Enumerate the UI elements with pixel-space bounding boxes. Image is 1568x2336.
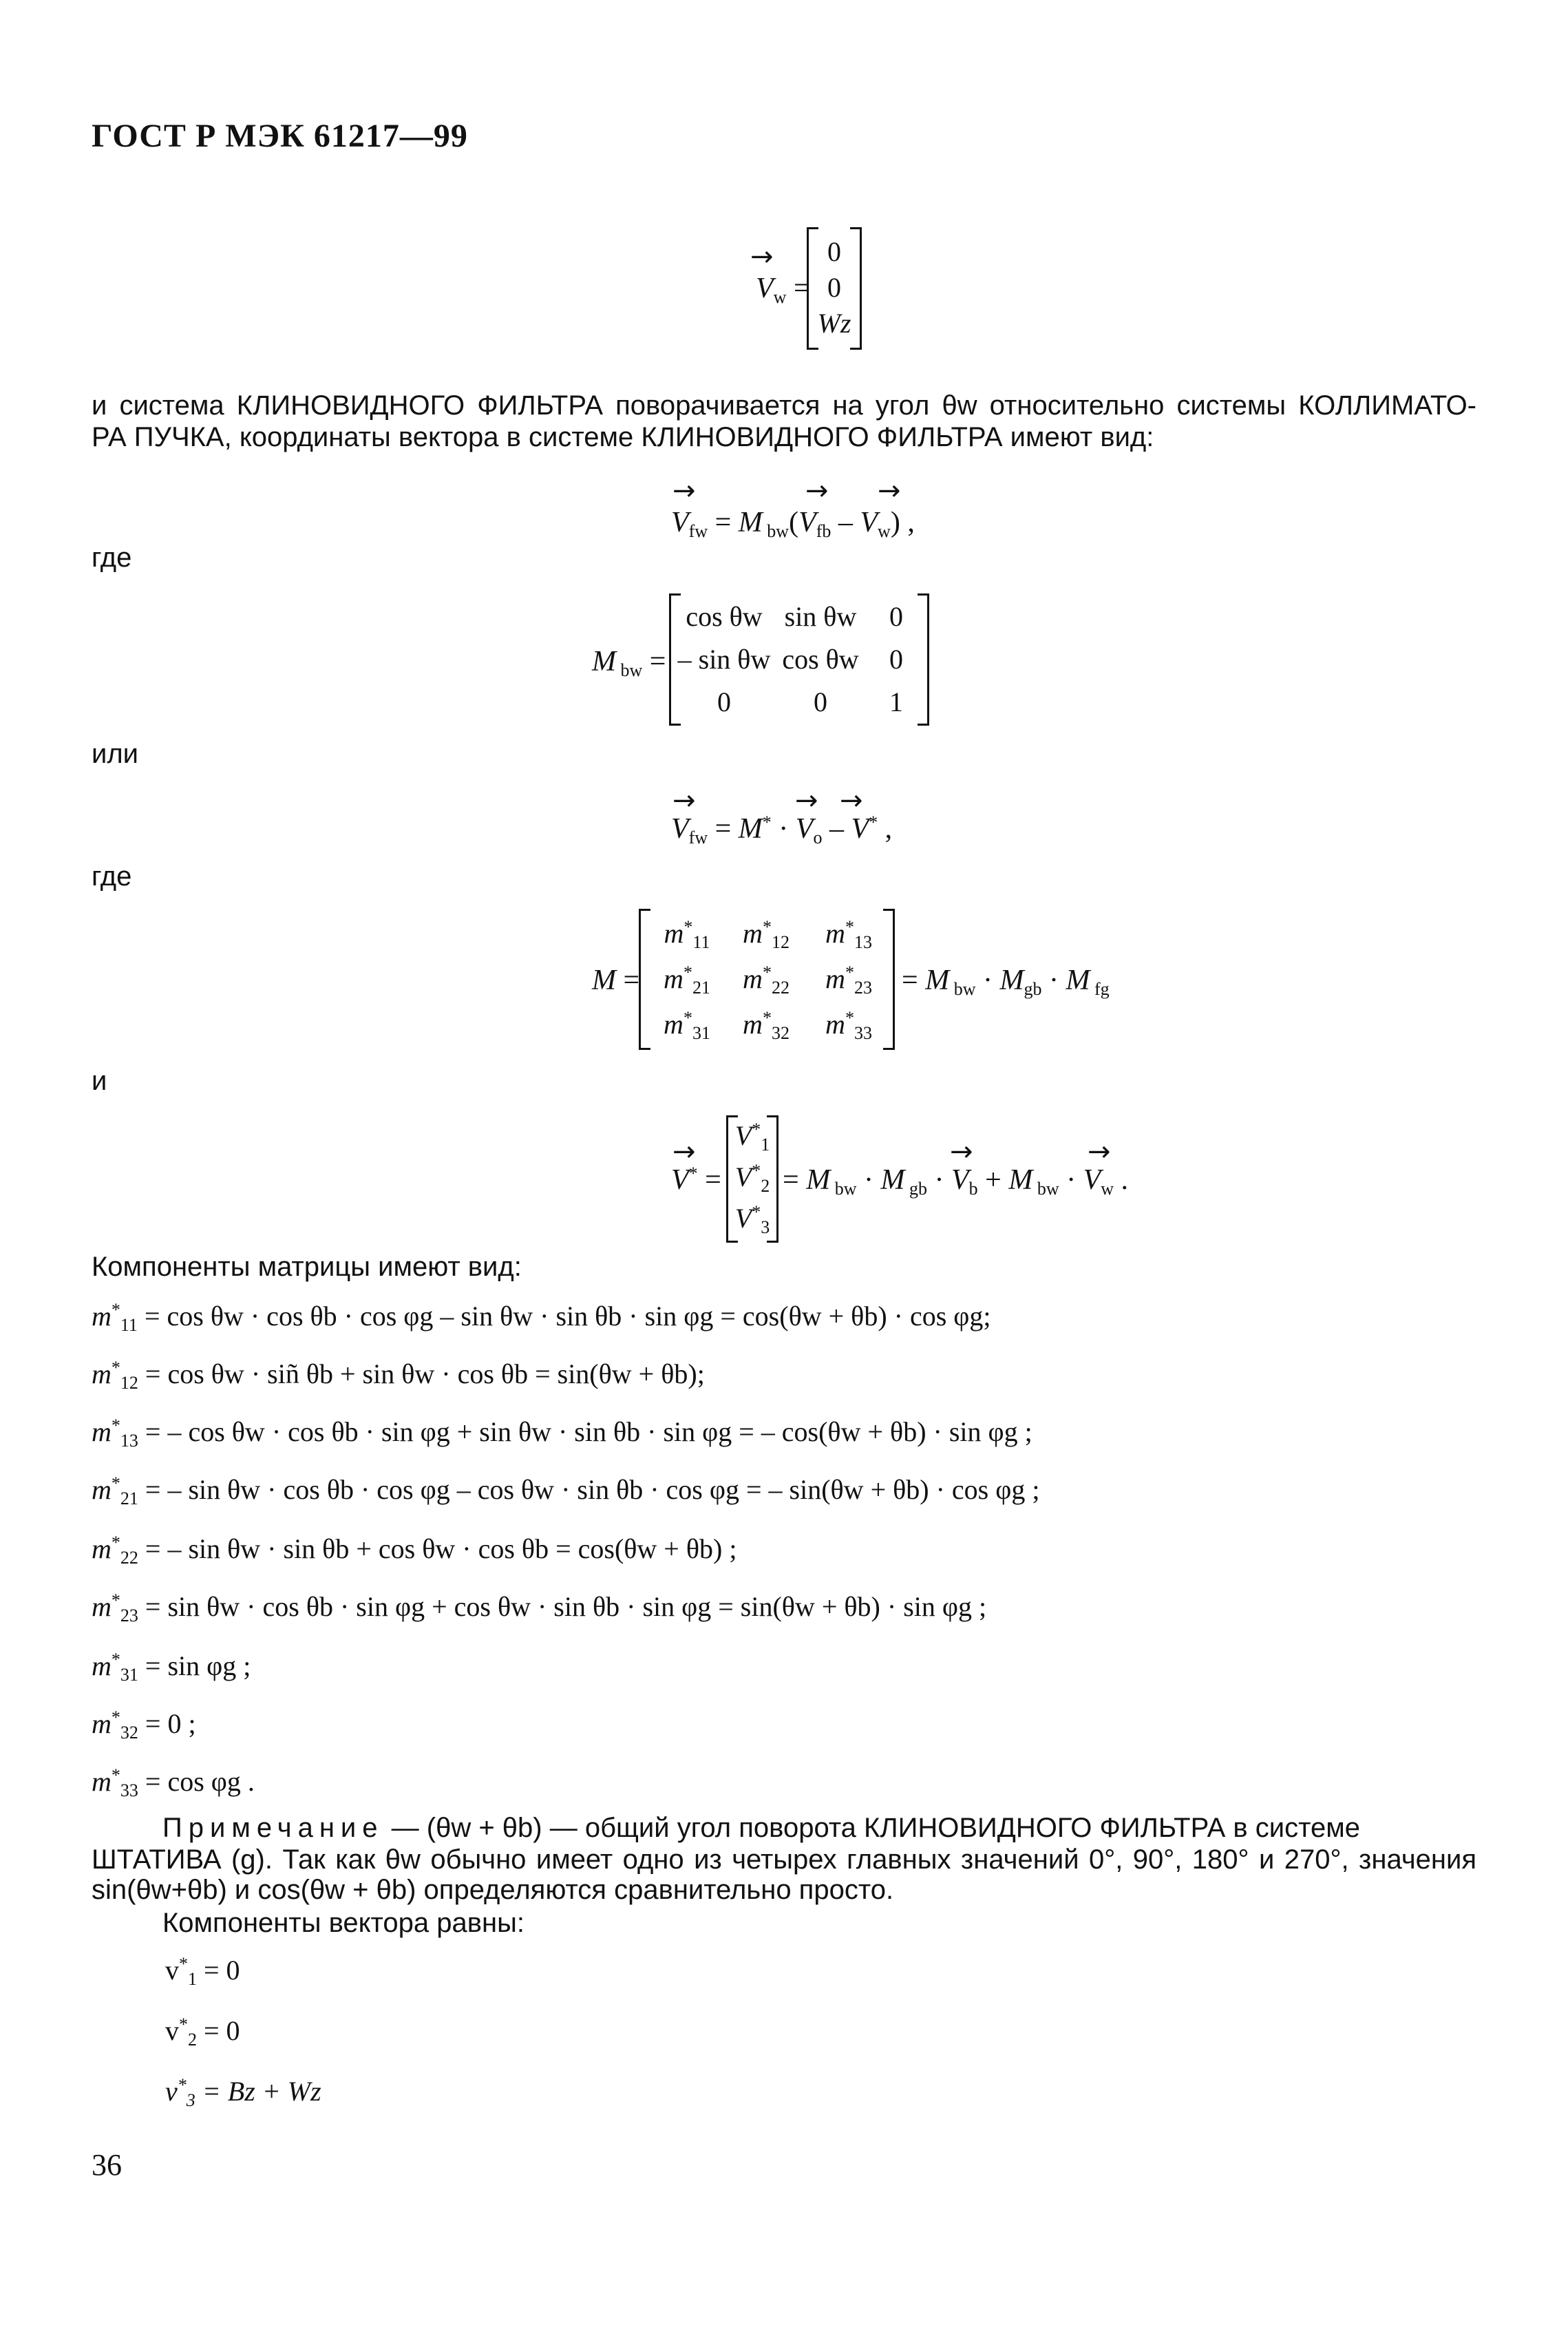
label-and: и: [92, 1066, 107, 1096]
component-line: $m^*_{12} = \cos \theta w$ · siñ θb + sin θw · cos θb = sin(θw + θb);: [92, 1358, 705, 1393]
label-or: или: [92, 739, 139, 769]
note-label: Примечание: [162, 1813, 384, 1843]
component-line: $m^*_{32} = 0$ ;: [92, 1707, 196, 1743]
equation-vw: → $V_w$ = 0 0 Wz: [750, 227, 888, 351]
equation-mbw: M $_{bw}$ = cos θw sin θw 0 – sin θw cos θw 0 0 0 1: [592, 593, 936, 726]
components-intro: Компоненты матрицы имеют вид:: [92, 1252, 522, 1282]
note-line: sin(θw+θb) и cos(θw + θb) определяются сравнительно просто.: [92, 1875, 894, 1905]
matrix-vw: 0 0 Wz: [807, 227, 862, 350]
matrix-mbw: cos θw sin θw 0 – sin θw cos θw 0 0 0 1: [669, 593, 929, 726]
equation-v-star: → V* = $V^*_1$ $V^*_2$ $V^*_3$ → → = M $_{bw}$ · M $_{gb} \cdot V_b + M$ $_{bw} \cdot V_w$ .: [671, 1115, 1153, 1243]
component-line: $m^*_{13}$ = – cos θw · cos θb · sin φg + sin θw · sin θb · sin φg = – cos(θw + θb) · sin φg ;: [92, 1416, 1032, 1451]
equation-vfw-alt: → → → $V_{fw} = M^* \cdot V_o - V^*$ ,: [671, 785, 893, 848]
equation-vfw: → → → $V_{fw} = M$ $_{bw}(V_{fb} - V_w)$ ,: [671, 475, 915, 541]
component-line: $m^*_{11} = \cos \theta w \cdot \cos \theta b \cdot \cos \varphi g - \sin \theta w \cdot \sin \theta b \cdot \sin \varphi g = \cos(\theta w + \theta b) \cdot \cos \varphi g$;: [92, 1300, 991, 1335]
vector-component-line: $v^*_3 = Bz + Wz$: [165, 2075, 321, 2110]
vector-component-line: $v^*_1 = 0$: [165, 1954, 240, 1989]
vector-component-line: $v^*_2 = 0$: [165, 2014, 240, 2050]
matrix-m-star: $m^*_{11}$ $m^*_{12}$ $m^*_{13}$ $m^*_{21}$ $m^*_{22}$ $m^*_{23}$ $m^*_{31}$ $m^*_{32}$ $m^*_{33}$: [639, 909, 895, 1050]
component-line: $m^*_{31} = \sin \varphi g$ ;: [92, 1650, 251, 1685]
vector-v-star: $V^*_1$ $V^*_2$ $V^*_3$: [726, 1115, 778, 1243]
document-header: ГОСТ Р МЭК 61217—99: [92, 118, 468, 154]
label-where: где: [92, 861, 132, 892]
equation-m-star: M = $m^*_{11}$ $m^*_{12}$ $m^*_{13}$ $m^*_{21}$ $m^*_{22}$ $m^*_{23}$ $m^*_{31}$ $m^*_{32}$ $m^*_{33}$ = M $_{bw} \cdot M_{gb} \cdot M$ $_{fg}$: [592, 909, 1046, 1050]
component-line: $m^*_{22}$ = – sin θw · sin θb + cos θw · cos θb = cos(θw + θb) ;: [92, 1533, 737, 1568]
paragraph-line: и система КЛИНОВИДНОГО ФИЛЬТРА поворачивается на угол θw относительно системы КОЛЛИМАТО-: [92, 390, 1476, 421]
component-line: $m^*_{21}$ = – sin θw · cos θb · cos φg – cos θw · sin θb · cos φg = – sin(θw + θb) · cos φg ;: [92, 1473, 1040, 1508]
vector-components-intro: Компоненты вектора равны:: [162, 1908, 525, 1938]
page-number: 36: [92, 2148, 122, 2182]
paragraph-line: РА ПУЧКА, координаты вектора в системе КЛИНОВИДНОГО ФИЛЬТРА имеют вид:: [92, 422, 1154, 452]
note-line: Примечание — (θw + θb) — общий угол поворота КЛИНОВИДНОГО ФИЛЬТРА в системе: [162, 1813, 1360, 1843]
note-line: ШТАТИВА (g). Так как θw обычно имеет одно из четырех главных значений 0°, 90°, 180° и 270°, значения: [92, 1844, 1476, 1875]
label-where: где: [92, 543, 132, 573]
component-line: $m^*_{33} = \cos \varphi g$ .: [92, 1765, 255, 1800]
component-line: $m^*_{23} = \sin \theta w \cdot \cos \theta b \cdot \sin \varphi g + \cos \theta w \cdot \sin \theta b \cdot \sin \varphi g = \sin(\theta w + \theta b) \cdot \sin \varphi g$ ;: [92, 1590, 987, 1625]
